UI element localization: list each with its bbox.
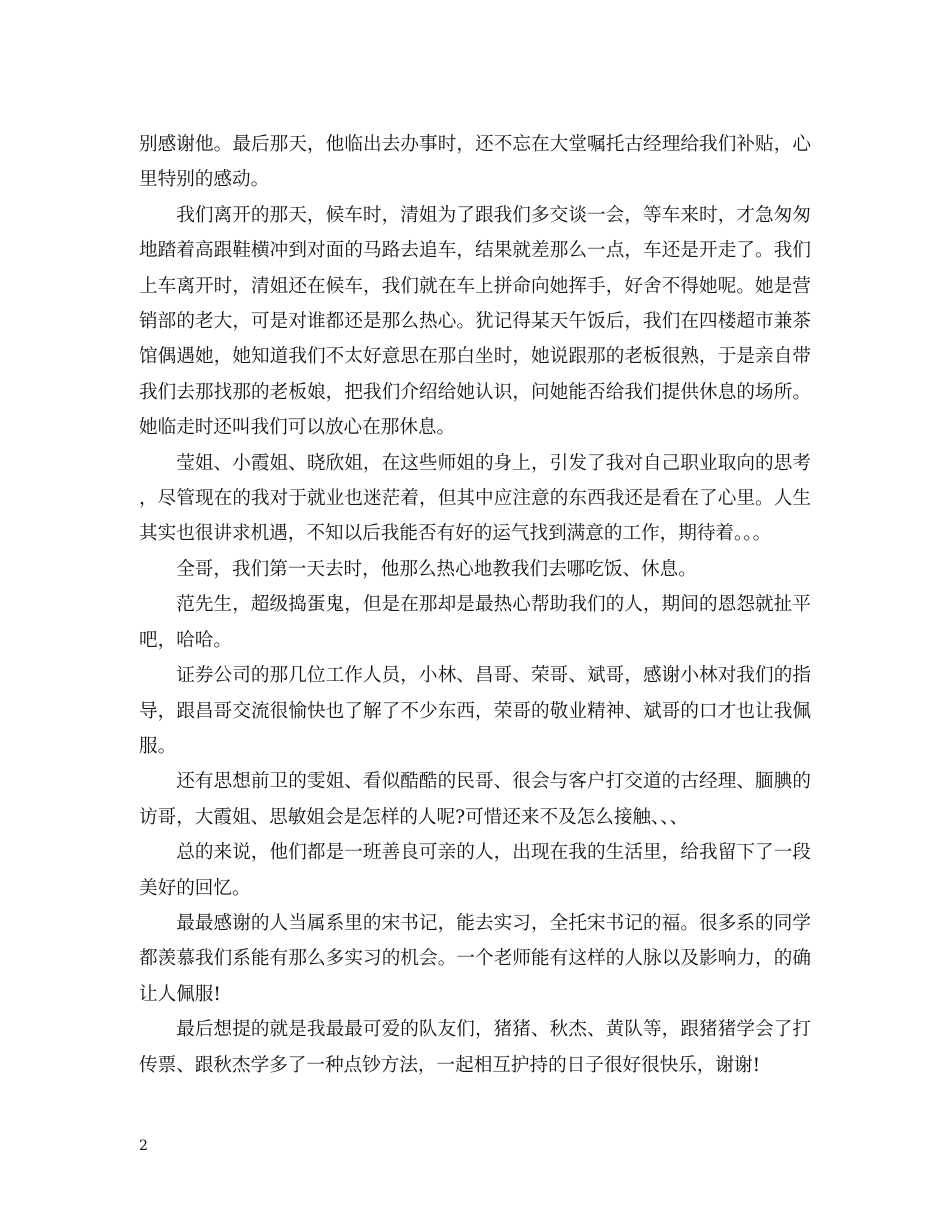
- paragraph: 还有思想前卫的雯姐、看似酷酷的民哥、很会与客户打交道的古经理、腼腆的访哥，大霞姐、思敏姐会是怎样的人呢?可惜还来不及怎么接触、、、: [139, 771, 811, 828]
- paragraph: 总的来说，他们都是一班善良可亲的人，出现在我的生活里，给我留下了一段美好的回忆。: [139, 842, 811, 899]
- paragraph: 我们离开的那天，候车时，清姐为了跟我们多交谈一会，等车来时，才急匆匆地踏着高跟鞋横冲到对面的马路去追车，结果就差那么一点，车还是开走了。我们上车离开时，清姐还在候车，我们就在车上拼命向她挥手，好舍不得她呢。她是营销部的老大，可是对谁都还是那么热心。犹记得某天午饭后，我们在四楼超市兼茶馆偶遇她，她知道我们不太好意思在那白坐时，她说跟那的老板很熟，于是亲自带我们去那找那的老板娘，把我们介绍给她认识，问她能否给我们提供休息的场所。她临走时还叫我们可以放心在那休息。: [139, 204, 811, 439]
- paragraph: 证券公司的那几位工作人员，小林、昌哥、荣哥、斌哥，感谢小林对我们的指导，跟昌哥交流很愉快也了解了不少东西，荣哥的敬业精神、斌哥的口才也让我佩服。: [139, 665, 811, 757]
- paragraph: 全哥，我们第一天去时，他那么热心地教我们去哪吃饭、休息。: [176, 558, 697, 580]
- body-text: [139, 127, 811, 1083]
- paragraph: 最最感谢的人当属系里的宋书记，能去实习，全托宋书记的福。很多系的同学都羡慕我们系能有那么多实习的机会。一个老师能有这样的人脉以及影响力，的确让人佩服!: [139, 912, 811, 1005]
- paragraph: 最后想提的就是我最最可爱的队友们，猪猪、秋杰、黄队等，跟猪猪学会了打传票、跟秋杰学多了一种点钞方法，一起相互护持的日子很好很快乐，谢谢!: [139, 1019, 811, 1076]
- paragraph: 别感谢他。最后那天，他临出去办事时，还不忘在大堂嘱托古经理给我们补贴，心里特别的感动。: [139, 134, 811, 191]
- page-number: 2: [139, 1138, 148, 1154]
- paragraph: 莹姐、小霞姐、晓欣姐，在这些师姐的身上，引发了我对自己职业取向的思考，尽管现在的我对于就业也迷茫着，但其中应注意的东西我还是看在了心里。人生其实也很讲求机遇，不知以后我能否有好的运气找到满意的工作，期待着。。。: [139, 452, 811, 545]
- paragraph: 范先生，超级捣蛋鬼，但是在那却是最热心帮助我们的人，期间的恩怨就扯平吧，哈哈。: [139, 594, 811, 651]
